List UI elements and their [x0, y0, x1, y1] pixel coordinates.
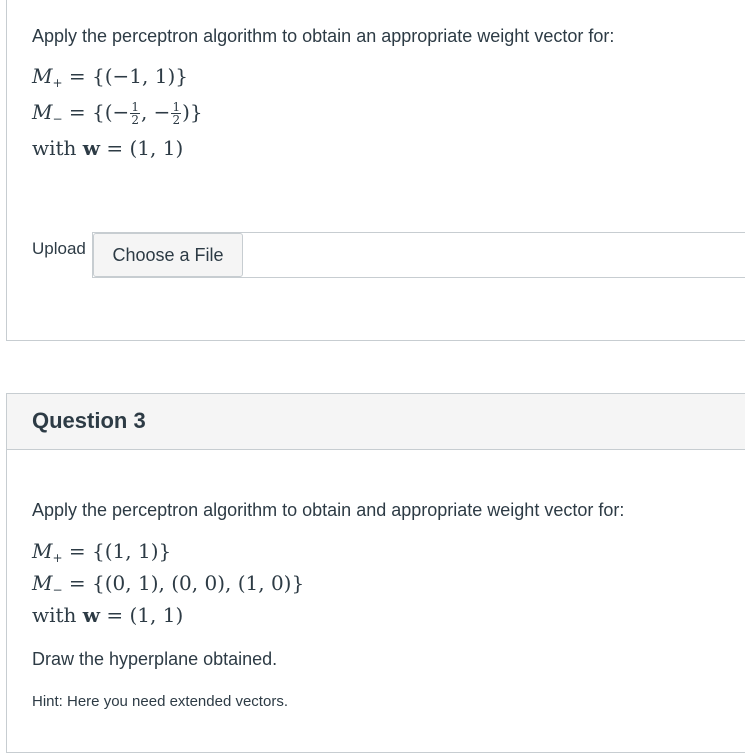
question-3-draw-instruction: Draw the hyperplane obtained.	[32, 649, 278, 669]
fraction-one-half: $\frac{1}{2}$	[172, 100, 181, 127]
question-2-card	[6, 0, 745, 341]
question-3-header	[7, 394, 745, 450]
question-3-m-plus: $M_+ = \{(1$, 1)}	[32, 539, 172, 565]
upload-label: Upload	[32, 239, 86, 258]
file-upload-row	[32, 232, 745, 278]
question-2-prompt: Apply the perceptron algorithm to obtain an appropriate weight vector for:	[32, 26, 615, 46]
question-2-weight-vector: with w = (1, 1)	[32, 136, 184, 160]
question-3-card	[6, 393, 745, 753]
question-2-m-plus: $M_+ = \{(-1$, 1)}	[32, 64, 188, 90]
choose-file-button[interactable]: Choose a File	[93, 233, 243, 277]
question-3-m-minus: $M_- = \{(0$, 1), (0, 0), (1, 0)}	[32, 571, 305, 597]
question-2-m-minus: $M_-$ = {(− $\frac{1}{2}$ , − $\frac{1}{2}$ )}	[32, 100, 203, 127]
question-3-prompt: Apply the perceptron algorithm to obtain and appropriate weight vector for:	[32, 500, 625, 520]
question-3-hint: Hint: Here you need extended vectors.	[32, 693, 288, 710]
fraction-one-half: $\frac{1}{2}$	[131, 100, 139, 127]
question-3-title: Question 3	[32, 408, 146, 433]
question-3-weight-vector: with w = (1, 1)	[32, 603, 184, 627]
